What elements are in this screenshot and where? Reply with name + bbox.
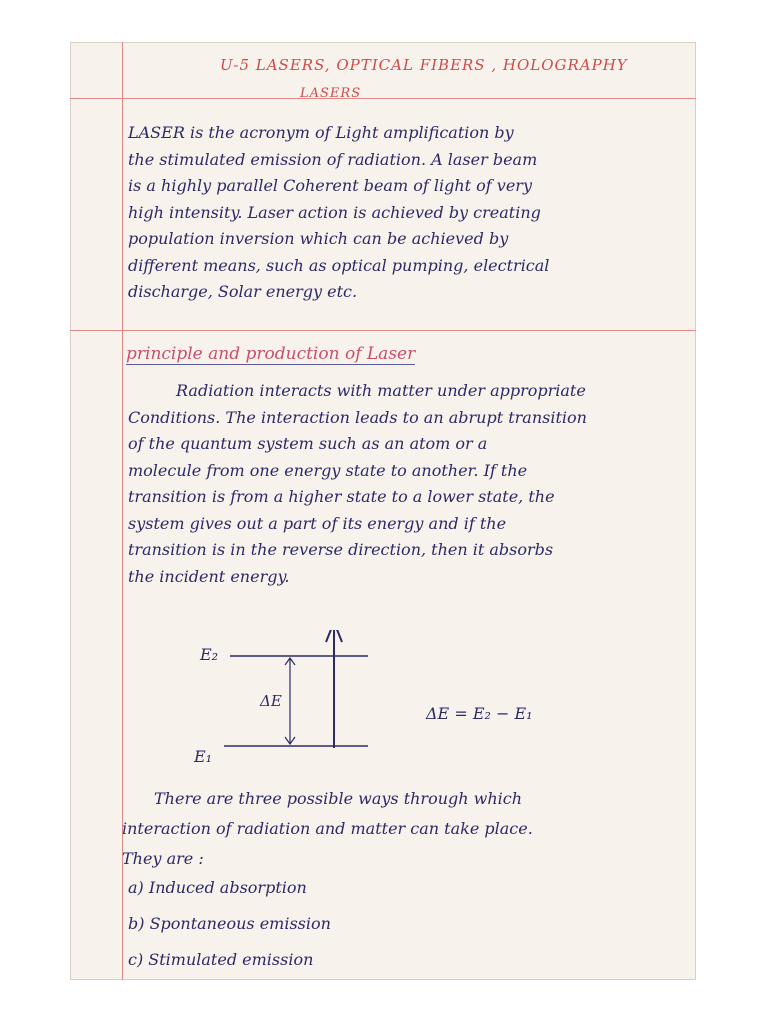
text-line: is a highly parallel Coherent beam of light of very	[128, 176, 532, 195]
text-line: of the quantum system such as an atom or a	[128, 434, 488, 453]
notebook-page	[70, 42, 696, 980]
energy-level-diagram	[190, 630, 670, 770]
page-subtitle: LASERS	[300, 86, 362, 101]
text-line: transition is in the reverse direction, then it absorbs	[128, 540, 554, 559]
header-rule	[70, 98, 696, 99]
list-item: b) Spontaneous emission	[128, 914, 331, 933]
upper-level-label: E₂	[200, 645, 219, 664]
list-item: a) Induced absorption	[128, 878, 307, 897]
text-line: There are three possible ways through which	[154, 789, 523, 808]
lower-level-label: E₁	[194, 747, 213, 766]
text-line: Radiation interacts with matter under appropriate	[176, 381, 586, 400]
text-line: LASER is the acronym of Light amplification by	[128, 123, 514, 142]
section-heading-text: principle and production of Laser	[126, 344, 416, 364]
gap-label: ΔE	[260, 692, 282, 710]
text-line: molecule from one energy state to another. If the	[128, 460, 528, 480]
text-line: different means, such as optical pumping, electrical	[128, 255, 550, 275]
section-heading	[126, 344, 415, 364]
text-line: They are :	[122, 849, 204, 868]
text-line: discharge, Solar energy etc.	[128, 282, 358, 301]
intro-paragraph	[128, 120, 690, 306]
energy-formula: ΔE = E₂ − E₁	[426, 704, 533, 723]
page-title: U-5 LASERS, OPTICAL FIBERS , HOLOGRAPHY	[220, 56, 628, 74]
ways-paragraph	[122, 784, 692, 874]
text-line: interaction of radiation and matter can take place.	[122, 819, 533, 838]
principle-paragraph	[128, 378, 690, 590]
text-line: Conditions. The interaction leads to an abrupt transition	[128, 407, 587, 427]
text-line: population inversion which can be achieved by	[128, 229, 509, 248]
text-line: the incident energy.	[128, 566, 290, 586]
text-line: system gives out a part of its energy and if the	[128, 513, 507, 533]
list-item: c) Stimulated emission	[128, 950, 314, 969]
text-line: the stimulated emission of radiation. A laser beam	[128, 149, 538, 169]
section-divider	[70, 330, 696, 331]
text-line: high intensity. Laser action is achieved by creating	[128, 202, 541, 222]
text-line: transition is from a higher state to a lower state, the	[128, 487, 555, 506]
